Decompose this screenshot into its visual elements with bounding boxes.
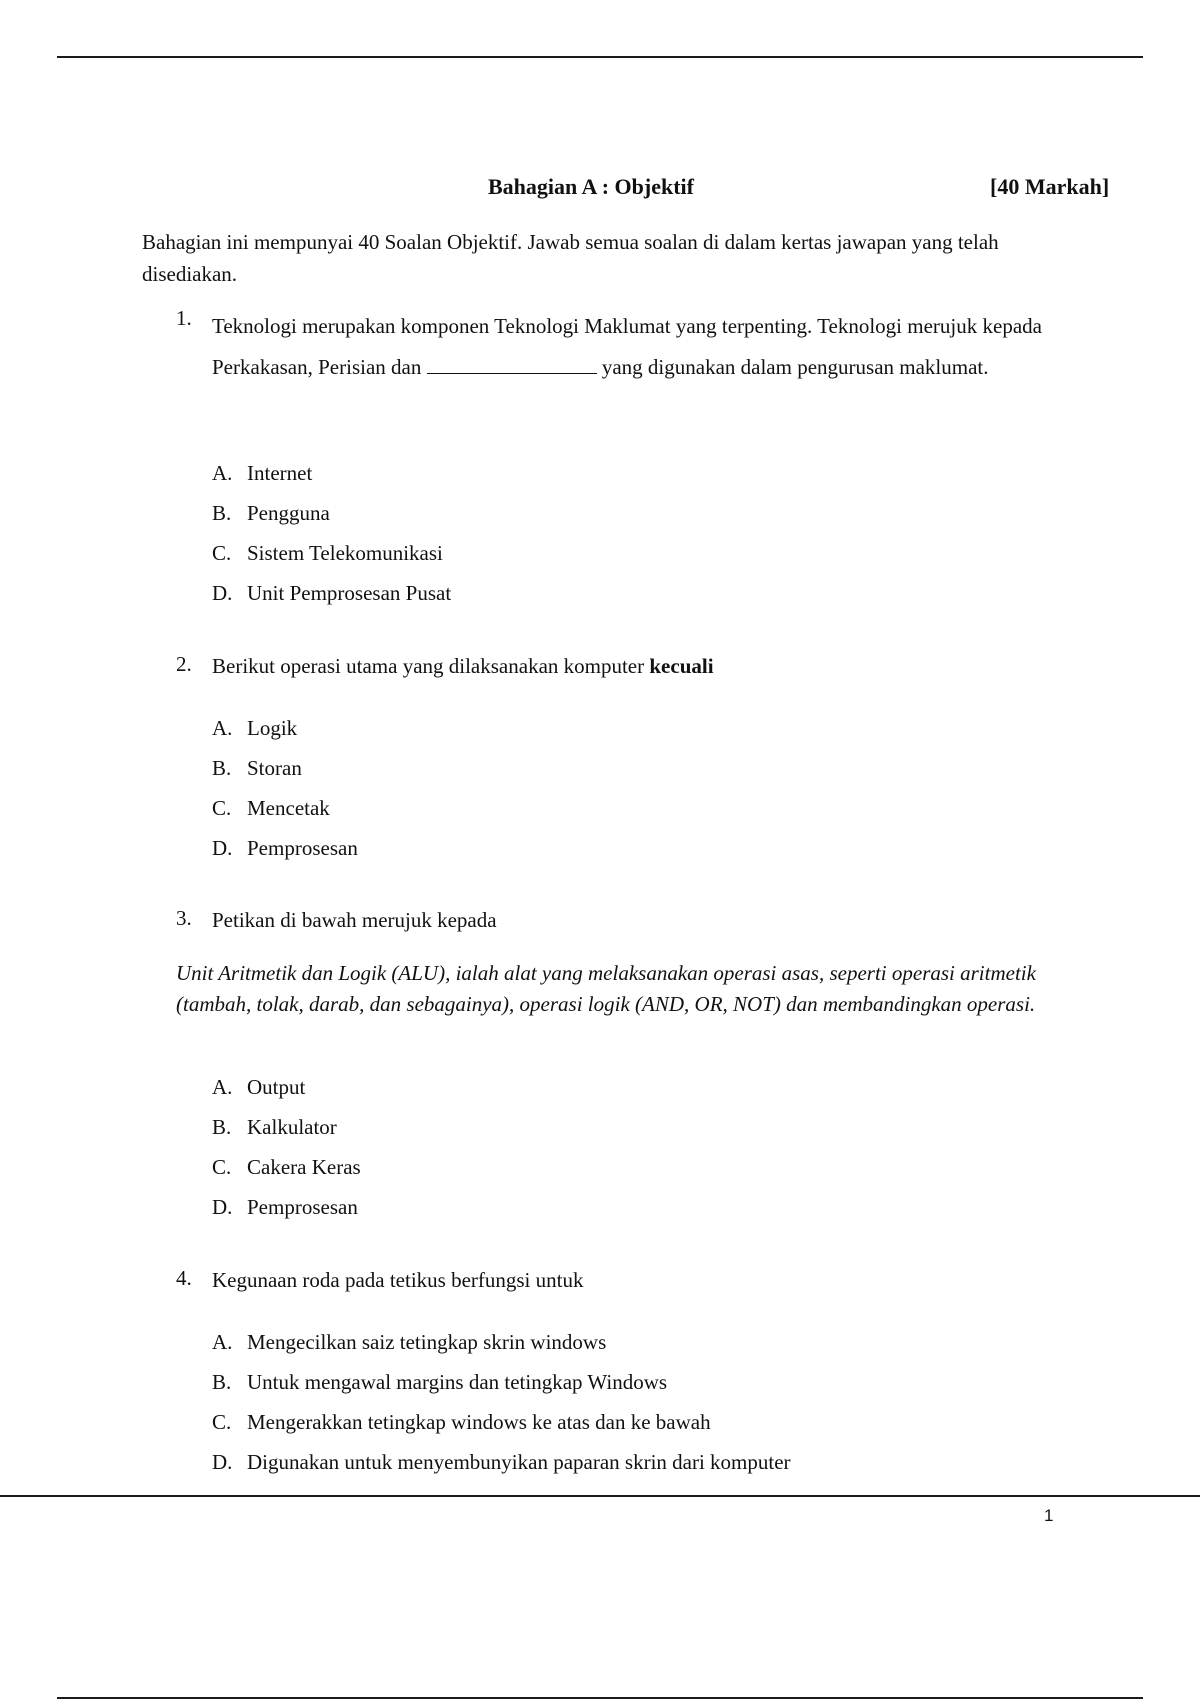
option-text: Untuk mengawal margins dan tetingkap Windows [247, 1370, 668, 1394]
option-d [212, 1195, 358, 1220]
section-header [0, 174, 1200, 204]
option-letter: C. [212, 1410, 232, 1434]
option-letter: A. [212, 716, 233, 740]
option-b [212, 1115, 337, 1140]
question-text [212, 306, 1062, 388]
section-title: Bahagian A : Objektif [488, 174, 694, 199]
option-text: Mencetak [247, 796, 330, 820]
option-text: Mengecilkan saiz tetingkap skrin windows [247, 1330, 607, 1354]
option-d [212, 836, 358, 861]
option-b [212, 756, 302, 781]
option-letter: A. [212, 1330, 233, 1354]
answer-blank [427, 355, 597, 374]
option-text: Cakera Keras [247, 1155, 361, 1179]
option-b [212, 1370, 667, 1395]
option-letter: B. [212, 1370, 232, 1394]
top-divider [57, 56, 1143, 58]
question-text: Petikan di bawah merujuk kepada [212, 908, 497, 932]
option-letter: A. [212, 461, 233, 485]
option-letter: D. [212, 1450, 233, 1474]
option-text: Sistem Telekomunikasi [247, 541, 443, 565]
instructions: Bahagian ini mempunyai 40 Soalan Objektif. Jawab semua soalan di dalam kertas jawapan yang telah disediakan. [142, 230, 999, 286]
option-letter: B. [212, 756, 232, 780]
question-text-main: Berikut operasi utama yang dilaksanakan komputer [212, 654, 645, 678]
option-text: Internet [247, 461, 313, 485]
question-text: Kegunaan roda pada tetikus berfungsi untuk [212, 1268, 584, 1292]
option-b [212, 501, 330, 526]
question-text-after: yang digunakan dalam pengurusan maklumat. [601, 355, 989, 379]
question-text [212, 652, 1062, 680]
question-emphasis: kecuali [649, 654, 714, 678]
option-letter: D. [212, 836, 233, 860]
option-c [212, 541, 443, 566]
option-text: Pemprosesan [247, 836, 358, 860]
option-letter: C. [212, 796, 232, 820]
option-d [212, 1450, 791, 1475]
option-letter: B. [212, 501, 232, 525]
bottom-divider [57, 1697, 1143, 1699]
option-letter: C. [212, 1155, 232, 1179]
question-3-passage: Unit Aritmetik dan Logik (ALU), ialah alat yang melaksanakan operasi asas, seperti operasi aritmetik (tambah, tolak, darab, dan sebagainya), operasi logik (AND, OR, NOT) dan membandingkan operasi. [176, 961, 1036, 1016]
option-letter: A. [212, 1075, 233, 1099]
option-letter: C. [212, 541, 232, 565]
option-a [212, 1330, 606, 1355]
option-a [212, 716, 297, 741]
option-text: Digunakan untuk menyembunyikan paparan skrin dari komputer [247, 1450, 791, 1474]
question-number: 1. [176, 306, 192, 330]
option-text: Kalkulator [247, 1115, 337, 1139]
option-text: Mengerakkan tetingkap windows ke atas dan ke bawah [247, 1410, 711, 1434]
footer-divider [0, 1495, 1200, 1497]
page-number: 1 [1044, 1506, 1054, 1525]
option-letter: B. [212, 1115, 232, 1139]
option-text: Logik [247, 716, 298, 740]
option-c [212, 1155, 361, 1180]
option-text: Unit Pemprosesan Pusat [247, 581, 452, 605]
option-text: Storan [247, 756, 302, 780]
option-text: Output [247, 1075, 306, 1099]
option-text: Pengguna [247, 501, 330, 525]
option-letter: D. [212, 581, 233, 605]
option-a [212, 1075, 305, 1100]
option-text: Pemprosesan [247, 1195, 358, 1219]
option-letter: D. [212, 1195, 233, 1219]
question-number: 2. [176, 652, 192, 676]
option-a [212, 461, 312, 486]
option-c [212, 1410, 711, 1435]
section-marks: [40 Markah] [990, 174, 1110, 199]
option-c [212, 796, 330, 821]
question-number: 4. [176, 1266, 192, 1290]
question-number: 3. [176, 906, 192, 930]
question-text-before: Teknologi merupakan komponen Teknologi Maklumat yang terpenting. Teknologi merujuk kepada Perkakasan, Perisian dan [212, 314, 1042, 379]
option-d [212, 581, 451, 606]
